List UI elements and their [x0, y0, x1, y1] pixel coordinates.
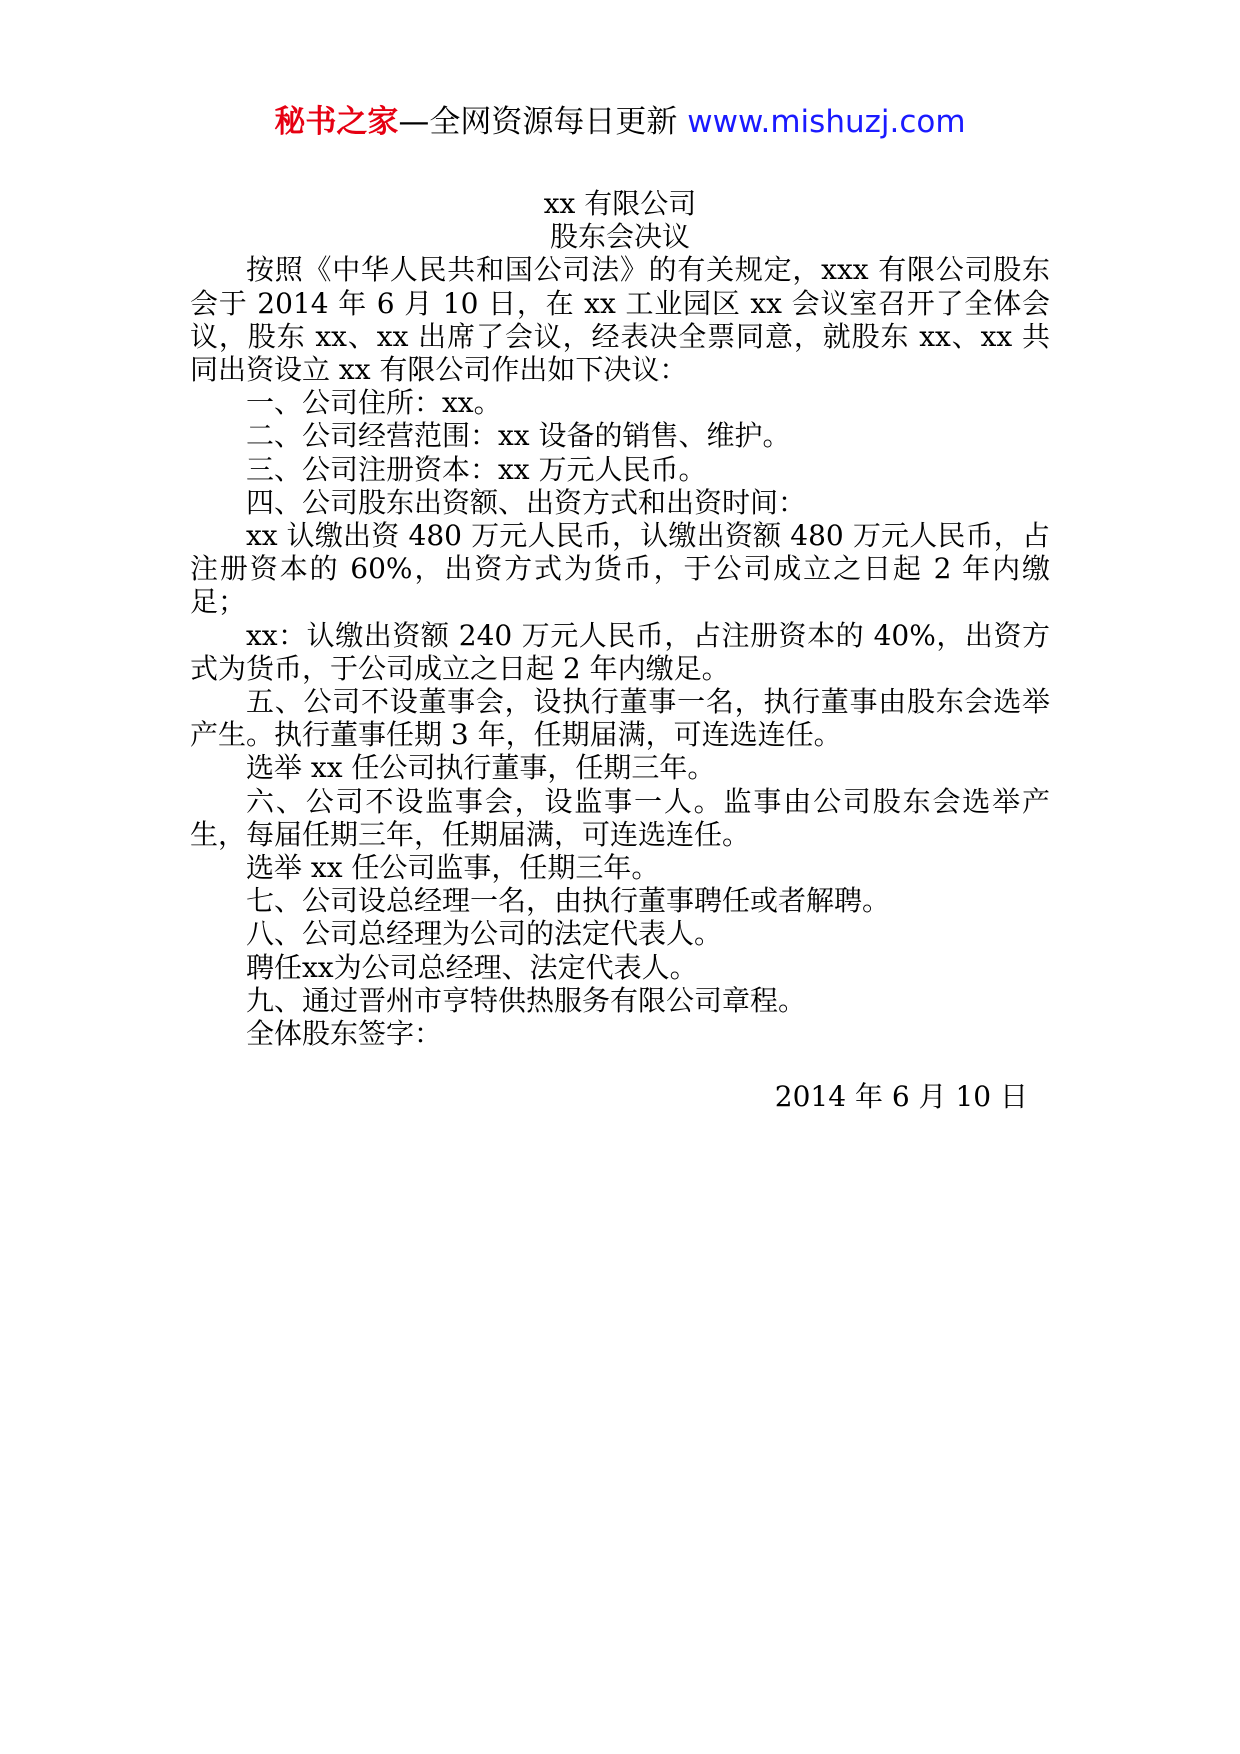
paragraph-item-6: 六、公司不设监事会，设监事一人。监事由公司股东会选举产生，每届任期三年，任期届满，可连选连任。 [190, 784, 1050, 851]
header-slogan: —全网资源每日更新 [398, 104, 678, 140]
paragraph-item-2: 二、公司经营范围：xx 设备的销售、维护。 [246, 419, 791, 453]
paragraph-item-1: 一、公司住所：xx。 [246, 386, 502, 420]
company-title: xx 有限公司 [543, 187, 697, 220]
paragraph-shareholder-a: xx 认缴出资 480 万元人民币，认缴出资额 480 万元人民币，占注册资本的 60%，出资方式为货币，于公司成立之日起 2 年内缴足； [190, 519, 1050, 619]
resolution-document [190, 187, 1050, 1113]
paragraph-item-9: 九、通过晋州市亨特供热服务有限公司章程。 [246, 983, 807, 1017]
paragraph-elect-supervisor: 选举 xx 任公司监事，任期三年。 [246, 851, 660, 885]
brand-name: 秘书之家 [274, 104, 399, 140]
document-title: 股东会决议 [549, 220, 690, 254]
paragraph-item-3: 三、公司注册资本：xx 万元人民币。 [246, 452, 707, 486]
site-header-banner [0, 100, 1240, 144]
paragraph-item-7: 七、公司设总经理一名，由执行董事聘任或者解聘。 [246, 884, 891, 918]
paragraph-item-4: 四、公司股东出资额、出资方式和出资时间： [246, 485, 807, 519]
paragraph-appoint-manager: 聘任xx为公司总经理、法定代表人。 [246, 950, 698, 984]
paragraph-preamble: 按照《中华人民共和国公司法》的有关规定，xxx 有限公司股东会于 2014 年 6 月 10 日，在 xx 工业园区 xx 会议室召开了全体会议，股东 xx、xx 出席了会议，经表决全票同意，就股东 xx、xx 共同出资设立 xx 有限公司作出如下决议： [190, 253, 1050, 387]
signature-line: 全体股东签字： [246, 1017, 443, 1051]
document-date: 2014 年 6 月 10 日 [774, 1080, 1028, 1114]
paragraph-shareholder-b: xx：认缴出资额 240 万元人民币，占注册资本的 40%，出资方式为货币，于公司成立之日起 2 年内缴足。 [190, 618, 1050, 685]
paragraph-item-8: 八、公司总经理为公司的法定代表人。 [246, 917, 723, 951]
paragraph-item-5: 五、公司不设董事会，设执行董事一名，执行董事由股东会选举产生。执行董事任期 3 年，任期届满，可连选连任。 [190, 685, 1050, 752]
site-url-link[interactable]: www.mishuzj.com [687, 104, 966, 140]
paragraph-elect-director: 选举 xx 任公司执行董事，任期三年。 [246, 751, 716, 785]
